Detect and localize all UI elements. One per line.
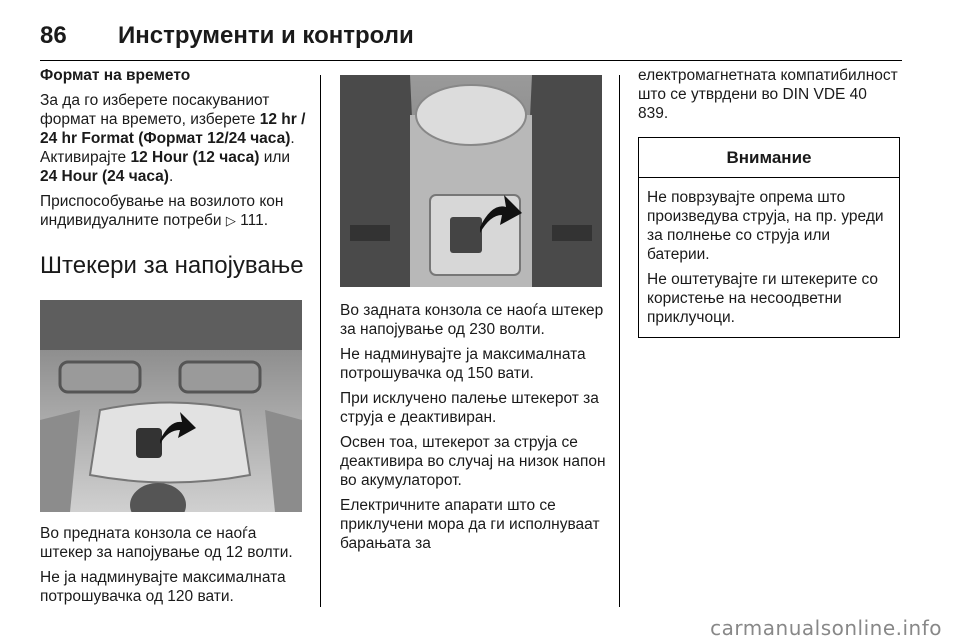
watermark: carmanualsonline.info xyxy=(710,616,942,640)
personalization-reference xyxy=(40,192,306,230)
section-heading: Штекери за напојување xyxy=(40,252,304,279)
column-divider-right xyxy=(619,75,620,607)
column-left xyxy=(40,66,306,612)
time-format-paragraph xyxy=(40,91,306,186)
warning-body xyxy=(639,178,899,337)
page-header xyxy=(40,14,902,58)
low-voltage-note: Освен тоа, штекерот за струја се деактивира во случај на низок напон во акумулаторот. xyxy=(340,434,606,489)
front-console-socket-photo xyxy=(40,300,302,512)
time-format-heading: Формат на времето xyxy=(40,67,191,84)
column-middle xyxy=(340,75,606,559)
text-run: . xyxy=(168,168,174,185)
rear-socket-power-limit: Не надминувајте ја максималната потрошувачка од 150 вати. xyxy=(340,346,586,382)
menu-label-12-hour: 12 Hour (12 часа) xyxy=(130,149,260,166)
warning-paragraph: Не поврзувајте опрема што произведува струја, на пр. уреди за полнење со струја или батерии. xyxy=(647,189,884,263)
column-divider-left xyxy=(320,75,321,607)
chapter-title: Инструменти и контроли xyxy=(118,22,414,49)
header-divider xyxy=(40,60,902,61)
text-run: или xyxy=(259,149,291,166)
page-reference-number: 111. xyxy=(235,212,269,229)
emc-requirement-end: електромагнетната компатибилност што се утврдени во DIN VDE 40 839. xyxy=(638,67,898,122)
warning-title: Внимание xyxy=(639,138,899,178)
front-socket-description: Во предната конзола се наоѓа штекер за напојување од 12 волти. xyxy=(40,525,293,561)
text-run: . Активирајте xyxy=(40,130,295,166)
warning-box xyxy=(638,137,900,338)
column-right xyxy=(638,66,900,338)
text-run: Приспособување на возилото кон индивидуалните потреби xyxy=(40,193,284,229)
ignition-off-note: При исклучено палење штекерот за струја е деактивиран. xyxy=(340,390,599,426)
rear-socket-description: Во задната конзола се наоѓа штекер за напојување од 230 волти. xyxy=(340,302,604,338)
emc-requirement-start: Електричните апарати што се приклучени мора да ги исполнуваат барањата за xyxy=(340,497,600,552)
menu-label-24-hour: 24 Hour (24 часа) xyxy=(40,168,169,185)
page-number: 86 xyxy=(40,22,67,49)
page-reference-arrow-icon: ▷ xyxy=(225,213,236,228)
warning-paragraph: Не оштетувајте ги штекерите со користење на несоодветни приклучоци. xyxy=(647,271,879,326)
front-socket-power-limit: Не ја надминувајте максималната потрошувачка од 120 вати. xyxy=(40,569,286,605)
rear-console-socket-photo xyxy=(340,75,602,287)
menu-label-format: 12 hr / 24 hr Format (Формат 12/24 часа) xyxy=(40,111,306,147)
text-run: За да го изберете посакуваниот формат на времето, изберете xyxy=(40,92,270,128)
